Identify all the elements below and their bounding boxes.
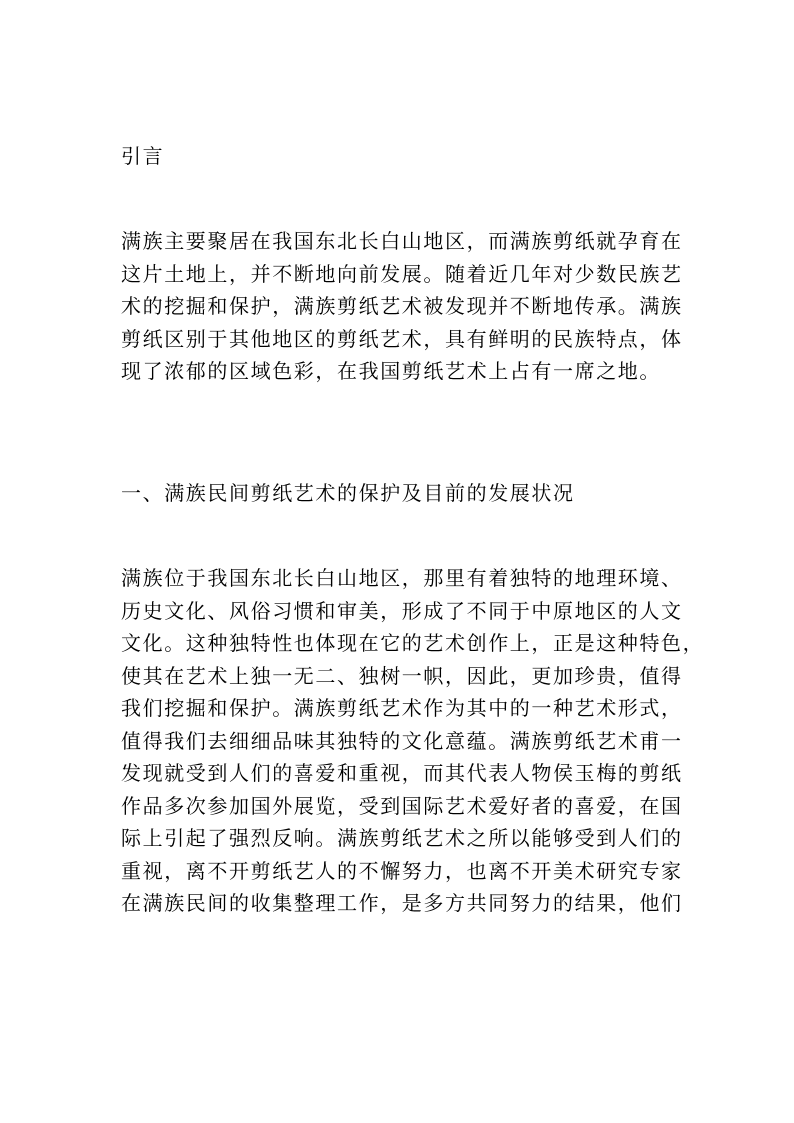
paragraph-line: 满族主要聚居在我国东北长白山地区，而满族剪纸就孕育在 <box>121 229 683 253</box>
paragraph-line: 重视，离不开剪纸艺人的不懈努力，也离不开美术研究专家 <box>121 858 683 883</box>
paragraph-line: 在满族民间的收集整理工作，是多方共同努力的结果，他们 <box>121 891 683 915</box>
paragraph-line: 历史文化、风俗习惯和审美，形成了不同于中原地区的人文 <box>121 598 683 623</box>
paragraph-line: 现了浓郁的区域色彩，在我国剪纸艺术上占有一席之地。 <box>121 359 661 383</box>
heading-text: 一、满族民间剪纸艺术的保护及目前的发展状况 <box>121 481 575 505</box>
paragraph-line: 值得我们去细细品味其独特的文化意蕴。满族剪纸艺术甫一 <box>121 728 683 753</box>
paragraph-line: 发现就受到人们的喜爱和重视，而其代表人物侯玉梅的剪纸 <box>121 761 683 785</box>
intro-paragraph <box>121 225 681 388</box>
paragraph-line: 使其在艺术上独一无二、独树一帜，因此，更加珍贵，值得 <box>121 663 683 688</box>
paragraph-line: 满族位于我国东北长白山地区，那里有着独特的地理环境、 <box>121 566 683 590</box>
paragraph-line: 作品多次参加国外展览，受到国际艺术爱好者的喜爱，在国 <box>121 793 683 818</box>
paragraph-line: 我们挖掘和保护。满族剪纸艺术作为其中的一种艺术形式， <box>121 696 683 720</box>
paragraph-line: 际上引起了强烈反响。满族剪纸艺术之所以能够受到人们的 <box>121 826 683 850</box>
paragraph-line: 文化。这种独特性也体现在它的艺术创作上，正是这种特色， <box>121 631 705 655</box>
intro-heading <box>121 140 681 173</box>
heading-text: 引言 <box>121 144 165 168</box>
section1-paragraph <box>121 562 705 920</box>
section1-heading <box>121 477 681 510</box>
paragraph-line: 这片土地上，并不断地向前发展。随着近几年对少数民族艺 <box>121 261 683 286</box>
paragraph-line: 剪纸区别于其他地区的剪纸艺术，具有鲜明的民族特点，体 <box>121 326 683 351</box>
paragraph-line: 术的挖掘和保护，满族剪纸艺术被发现并不断地传承。满族 <box>121 294 683 318</box>
